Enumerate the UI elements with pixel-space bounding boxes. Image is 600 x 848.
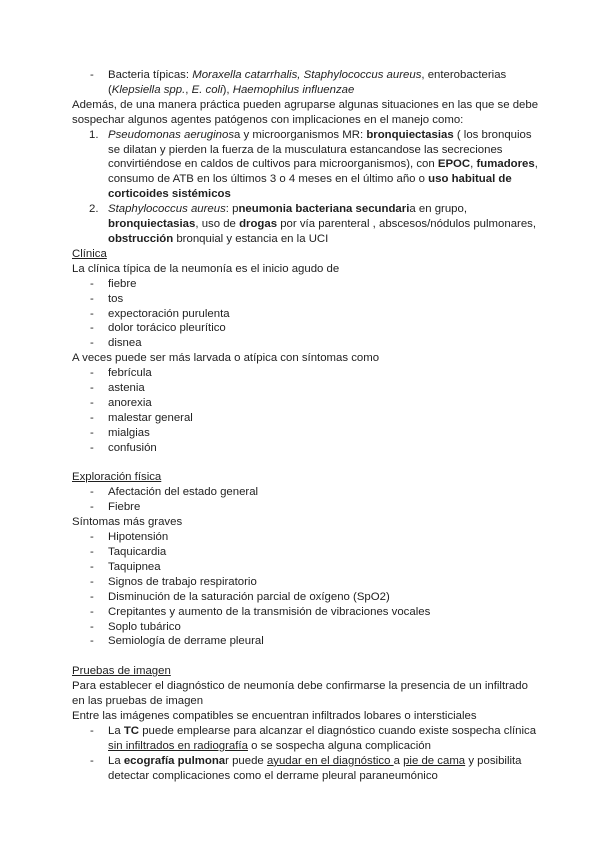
- pruebas-paragraph-3: Entre las imágenes compatibles se encuentran infiltrados lobares o intersticiales: [72, 709, 477, 722]
- bacteria-tipicas-line: - Bacteria típicas: Moraxella catarrhalis, Staphylococcus aureus, enterobacterias: [90, 69, 507, 81]
- tc-bullet-line-2: sin infiltrados en radiografía o se sospecha alguna complicación: [108, 739, 431, 752]
- list-item: - Disminución de la saturación parcial de oxígeno (SpO2): [90, 590, 390, 603]
- bacteria-tipicas-line-2: (Klepsiella spp., E. coli), Haemophilus influenzae: [108, 83, 355, 96]
- bullet-dash: -: [90, 69, 94, 81]
- section-heading-clinica: Clínica: [72, 247, 107, 260]
- list-item: - Hipotensión: [90, 531, 169, 544]
- list-item: - Afectación del estado general: [90, 486, 259, 499]
- section-heading-pruebas: Pruebas de imagen: [72, 665, 171, 678]
- numbered-item-1-line: consumo de ATB en los últimos 3 o 4 meses en el último año o uso habitual de: [108, 173, 512, 186]
- list-item: - febrícula: [90, 367, 152, 380]
- list-item: - astenia: [90, 382, 145, 395]
- intro-paragraph: Además, de una manera práctica pueden agruparse algunas situaciones en las que se debe: [72, 98, 539, 111]
- clinica-intro: La clínica típica de la neumonía es el inicio agudo de: [72, 262, 340, 275]
- intro-paragraph-2: sospechar algunos agentes patógenos con implicaciones en el manejo como:: [72, 113, 464, 126]
- list-item: - fiebre: [90, 277, 137, 290]
- numbered-item-1: 1. Pseudomonas aeruginosa y microorganismos MR: bronquiectasias ( los bronquios: [89, 128, 532, 141]
- tc-bullet: - La TC puede emplearse para alcanzar el diagnóstico cuando existe sospecha clínica: [90, 724, 537, 737]
- list-item: - confusión: [90, 441, 157, 454]
- spacer: [0, 649, 600, 664]
- numbered-item-2: 2. Staphylococcus aureus: pneumonia bacteriana secundaria en grupo,: [89, 203, 468, 216]
- sintomas-graves-intro: Síntomas más graves: [72, 516, 183, 529]
- list-item: - anorexia: [90, 396, 152, 409]
- item-number: 2.: [89, 203, 99, 216]
- list-item: - mialgias: [90, 426, 150, 439]
- list-item: - Taquipnea: [90, 560, 161, 573]
- ecografia-bullet-line-2: detectar complicaciones como el derrame pleural paraneumónico: [108, 769, 438, 782]
- clinica-atipica-intro: A veces puede ser más larvada o atípica con síntomas como: [72, 352, 380, 365]
- list-item: - Signos de trabajo respiratorio: [90, 575, 257, 588]
- pruebas-paragraph-2: en las pruebas de imagen: [72, 695, 204, 708]
- item-number: 1.: [89, 128, 99, 141]
- list-item: - expectoración purulenta: [90, 307, 230, 320]
- numbered-item-2-line: bronquiectasias, uso de drogas por vía parenteral , abscesos/nódulos pulmonares,: [108, 218, 537, 231]
- list-item: - tos: [90, 292, 124, 305]
- list-item: - Soplo tubárico: [90, 620, 181, 633]
- document-page: [0, 68, 600, 783]
- list-item: - Taquicardia: [90, 545, 167, 558]
- list-item: - Semiología de derrame pleural: [90, 635, 264, 648]
- spacer: [0, 456, 600, 471]
- list-item: - disnea: [90, 337, 142, 350]
- ecografia-bullet: - La ecografía pulmonar puede ayudar en el diagnóstico a pie de cama y posibilita: [90, 754, 522, 767]
- pruebas-paragraph: Para establecer el diagnóstico de neumonía debe confirmarse la presencia de un infiltrado: [72, 680, 528, 693]
- list-item: - dolor torácico pleurítico: [90, 322, 226, 335]
- numbered-item-1-line: convirtiéndose en caldos de cultivos para microorganismos), con EPOC, fumadores,: [108, 158, 538, 171]
- numbered-item-1-line: se dilatan y pierden la fuerza de la musculatura estancandose las secreciones: [108, 143, 503, 156]
- list-item: - malestar general: [90, 411, 193, 424]
- section-heading-exploracion: Exploración física: [72, 471, 162, 484]
- numbered-item-2-line: obstrucción bronquial y estancia en la UCI: [108, 232, 329, 245]
- list-item: - Crepitantes y aumento de la transmisión de vibraciones vocales: [90, 605, 431, 618]
- numbered-item-1-line: corticoides sistémicos: [108, 188, 231, 201]
- list-item: - Fiebre: [90, 501, 141, 514]
